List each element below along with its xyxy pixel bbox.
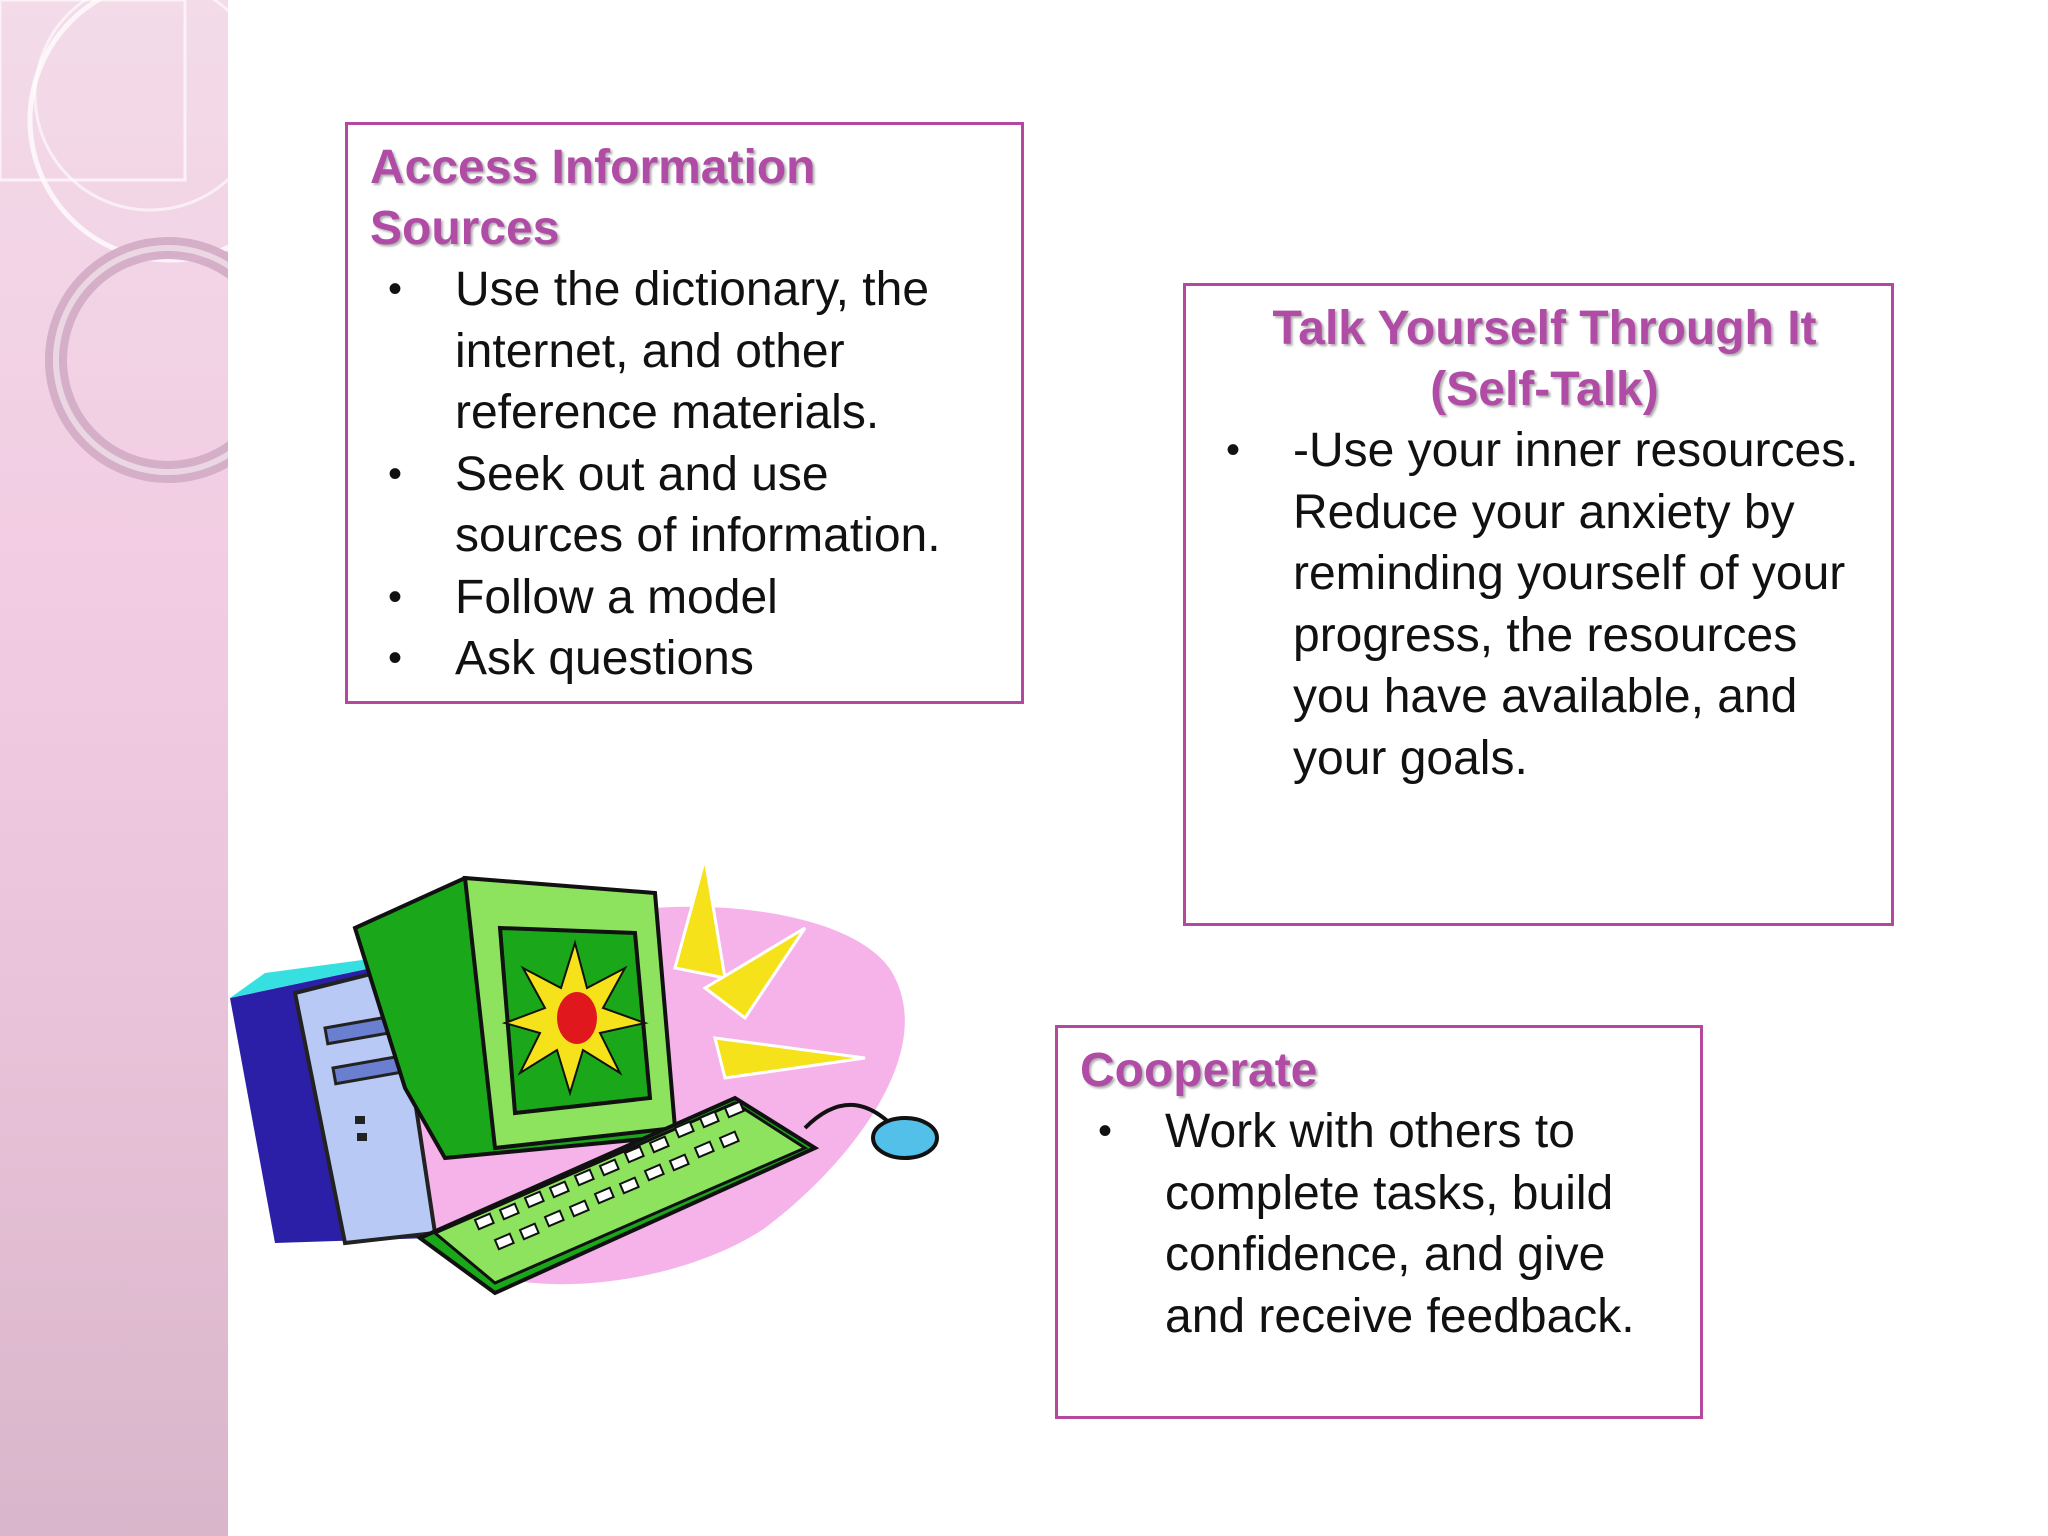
list-item: • -Use your inner resources. Reduce your anxiety by reminding yourself of your progress, the resources you have available, and your goals. — [1208, 420, 1881, 789]
self-talk-card — [1183, 283, 1894, 926]
list-item: • Use the dictionary, the internet, and other reference materials. — [370, 259, 1011, 444]
bullet-icon: • — [1226, 428, 1241, 472]
access-title-line-1: Access Information — [370, 141, 816, 194]
self-talk-title — [1208, 298, 1881, 420]
bullet-icon: • — [388, 574, 403, 619]
self-talk-bullet-list — [1208, 420, 1881, 789]
bullet-icon: • — [388, 451, 403, 496]
decorative-circles — [0, 0, 228, 1536]
cooperate-card — [1055, 1025, 1703, 1419]
access-title-line-2: Sources — [370, 202, 560, 255]
self-talk-title-line-1: Talk Yourself Through It — [1272, 302, 1817, 355]
bullet-icon: • — [388, 267, 403, 311]
cooperate-bullet-list — [1080, 1101, 1690, 1347]
access-information-card — [345, 122, 1024, 704]
access-information-title — [370, 137, 1011, 259]
bullet-icon: • — [388, 636, 403, 680]
self-talk-title-line-2: (Self-Talk) — [1430, 363, 1659, 416]
bullet-icon: • — [1098, 1109, 1113, 1153]
decorative-side-strip — [0, 0, 228, 1536]
cooperate-title: Cooperate — [1080, 1044, 1318, 1097]
computer-clipart-icon — [205, 728, 995, 1378]
list-item: • Ask questions — [370, 628, 1011, 690]
list-item: • Seek out and use sources of information. — [370, 444, 1011, 567]
access-bullet-list — [370, 259, 1011, 690]
list-item: • Work with others to complete tasks, build confidence, and give and receive feedback. — [1080, 1101, 1690, 1347]
list-item: • Follow a model — [370, 567, 1011, 629]
